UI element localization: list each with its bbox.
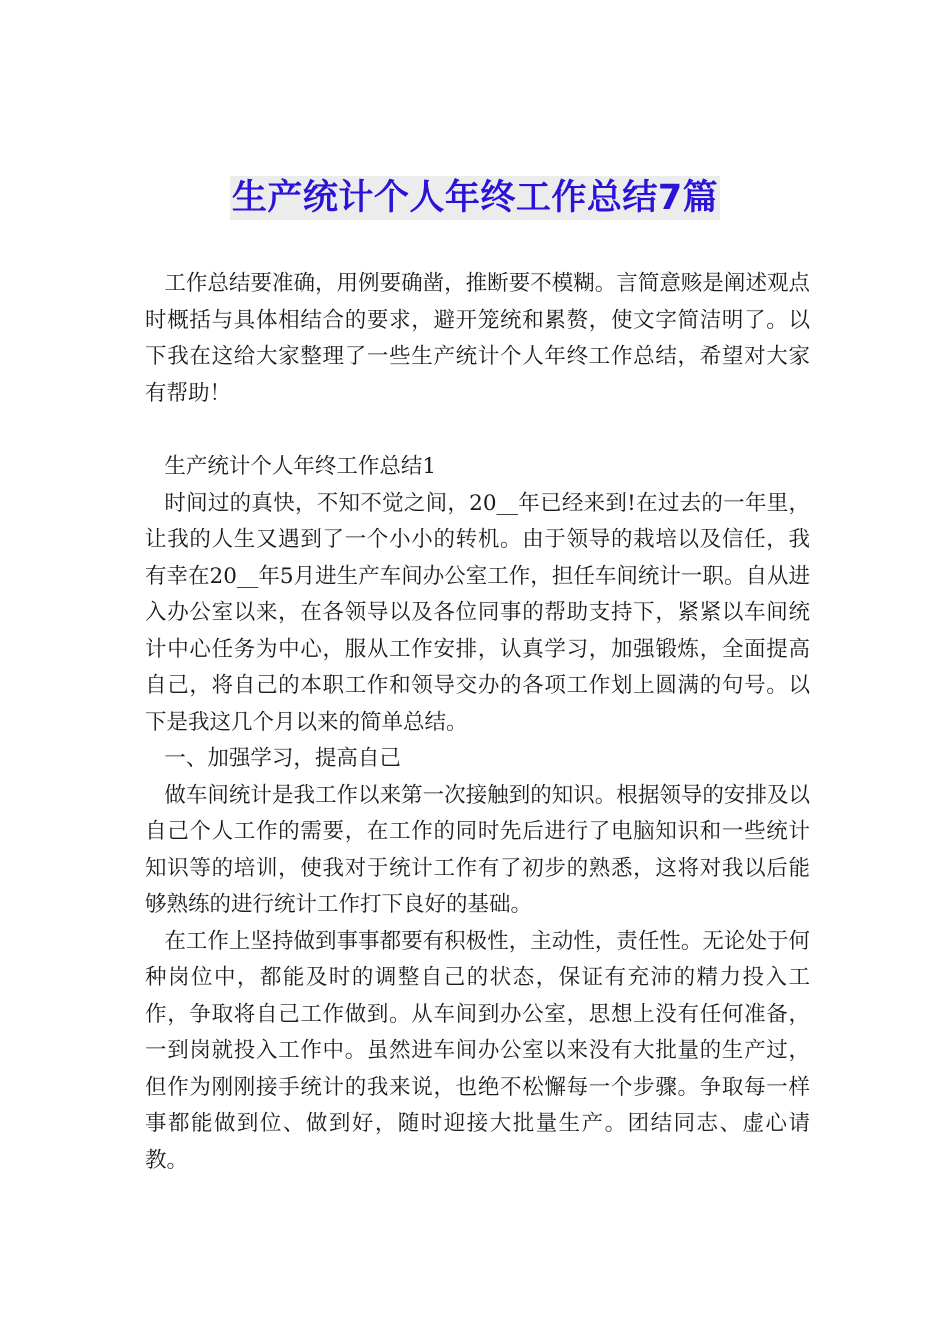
paragraph-gap [145, 412, 810, 449]
body-paragraph: 做车间统计是我工作以来第一次接触到的知识。根据领导的安排及以自己个人工作的需要，在工作的同时先后进行了电脑知识和一些统计知识等的培训，使我对于统计工作有了初步的熟悉，这将对我以后能够熟练的进行统计工作打下良好的基础。 [145, 782, 810, 917]
subheading: 一、加强学习，提高自己 [164, 746, 401, 771]
document-body [145, 266, 810, 1179]
intro-paragraph: 工作总结要准确，用例要确凿，推断要不模糊。言简意赅是阐述观点时概括与具体相结合的要求，避开笼统和累赘，使文字简洁明了。以下我在这给大家整理了一些生产统计个人年终工作总结，希望对大家有帮助！ [145, 271, 810, 406]
section-heading: 生产统计个人年终工作总结1 [164, 454, 437, 479]
body-paragraph: 时间过的真快，不知不觉之间，20__年已经来到!在过去的一年里，让我的人生又遇到了一个小小的转机。由于领导的栽培以及信任，我有幸在20__年5月进生产车间办公室工作，担任车间统计一职。自从进入办公室以来，在各领导以及各位同事的帮助支持下，紧紧以车间统计中心任务为中心，服从工作安排，认真学习，加强锻炼，全面提高自己，将自己的本职工作和领导交办的各项工作划上圆满的句号。以下是我这几个月以来的简单总结。 [145, 490, 810, 735]
document-title: 生产统计个人年终工作总结7篇 [231, 178, 719, 218]
title-container [0, 176, 950, 220]
body-paragraph: 在工作上坚持做到事事都要有积极性，主动性，责任性。无论处于何种岗位中，都能及时的调整自己的状态，保证有充沛的精力投入工作，争取将自己工作做到。从车间到办公室，思想上没有任何准备，一到岗就投入工作中。虽然进车间办公室以来没有大批量的生产过，但作为刚刚接手统计的我来说，也绝不松懈每一个步骤。争取每一样事都能做到位、做到好，随时迎接大批量生产。团结同志、虚心请教。 [145, 928, 810, 1173]
